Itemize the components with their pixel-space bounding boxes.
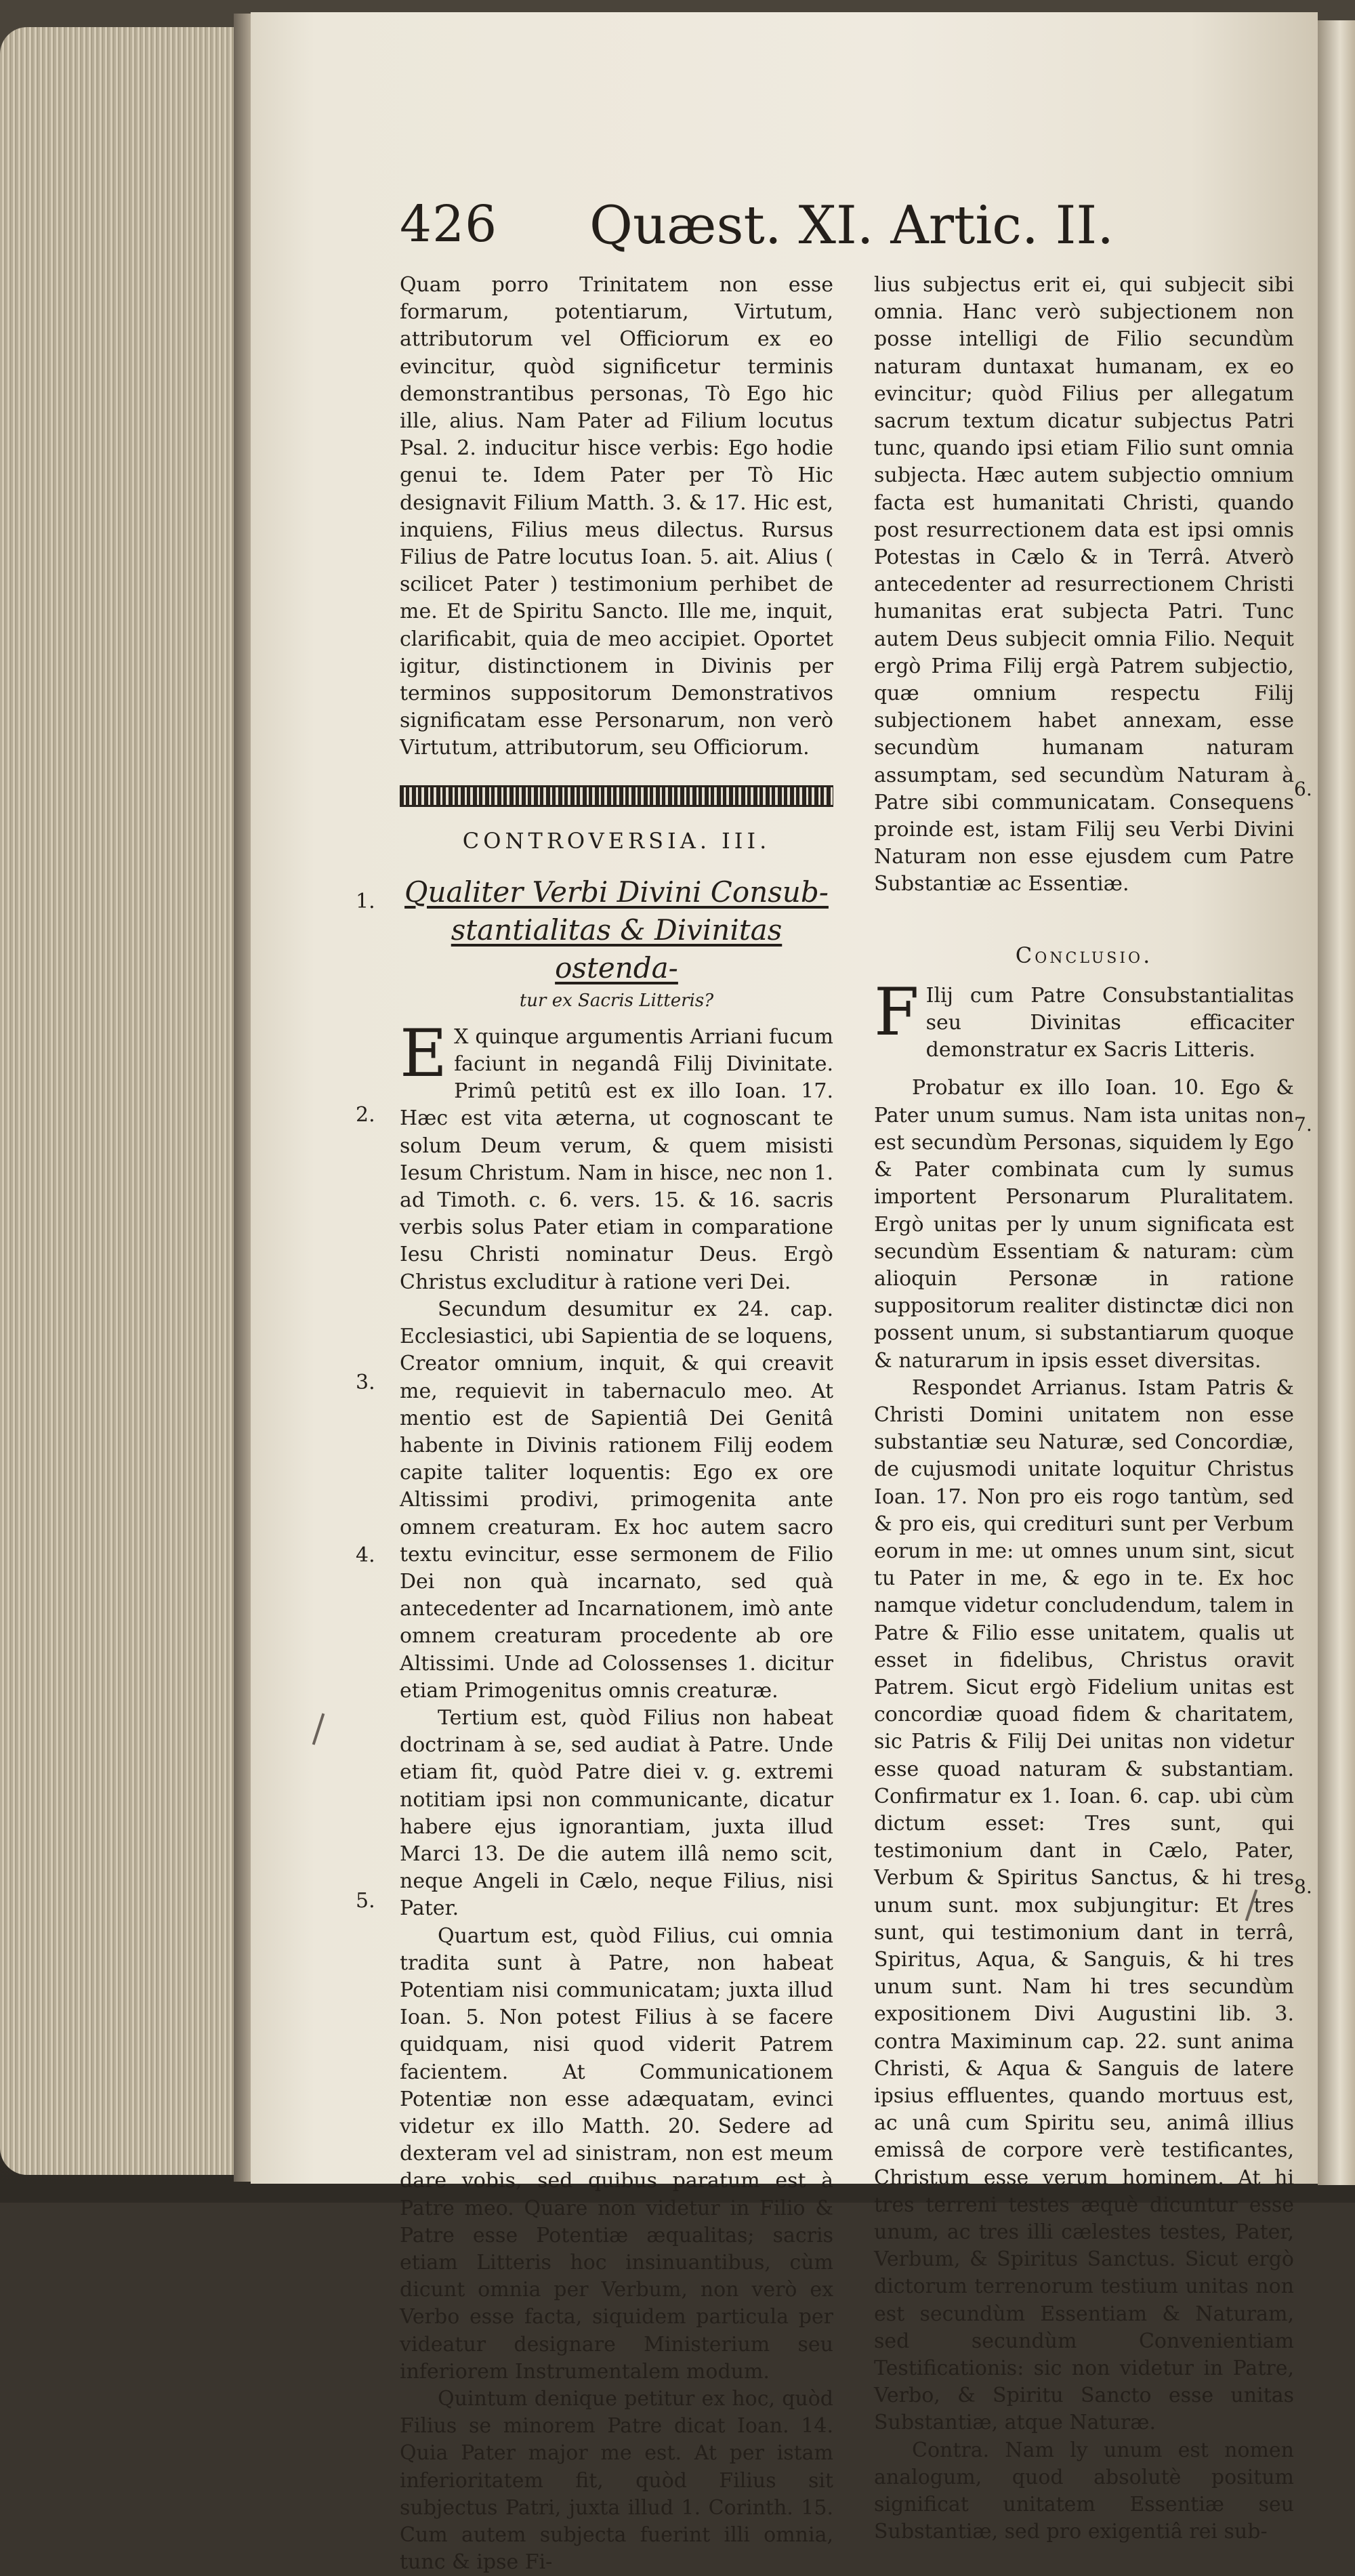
controversia-heading: Qualiter Verbi Divini Consub-: [404, 875, 829, 909]
conclusio-statement: [874, 974, 1294, 1064]
right-column: [874, 272, 1294, 2546]
page-stack-edge: [0, 27, 234, 2175]
book-page: [251, 12, 1318, 2575]
margin-number-2: 2.: [356, 1103, 375, 1127]
controversia-heading-line3: tur ex Sacris Litteris?: [519, 990, 714, 1011]
margin-number-8: 8.: [1294, 1875, 1312, 1898]
margin-number-1: 1.: [356, 890, 375, 913]
argument-1-text: X quinque argumentis Arriani fucum faciunt in negandâ Filij Divinitate. Primû petitû est ex illo Ioan. 17. Hæc est vita æterna, ut cognoscant te solum Deum verum, & quem misisti Iesum Christum. Nam in hisce, nec non 1. ad Timoth. c. 6. vers. 15. & 16. sacris verbis solus Pater etiam in comparatione Iesu Christi nominatur Deus. Ergò Christus excluditur à ratione veri Dei.: [400, 1024, 833, 1294]
running-head: [400, 195, 1294, 263]
argument-2: Secundum desumitur ex 24. cap. Ecclesiastici, ubi Sapientia de se loquens, Creator omnium, inquit, & qui creavit me, requievit in tabernaculo meo. At mentio est de Sapientiâ Dei Genitâ habente in Divinis rationem Filij eodem capite taliter loquentis: Ego ex ore Altissimi prodivi, primogenita ante omnem creaturam. Ex hoc autem sacro textu evincitur, esse sermonem de Filio Dei non quà incarnato, sed quà antecedenter ad Incarnationem, imò ante omnem creaturam procedente ab ore Altissimi. Unde ad Colossenses 1. dicitur etiam Primogenitus omnis creaturæ.: [400, 1297, 833, 1703]
ornament-divider: [400, 785, 833, 807]
conclusio-text: Ilij cum Patre Consubstantialitas seu Divinitas efficaciter demonstratur ex Sacris Litteris.: [925, 983, 1294, 1062]
argument-5: Quintum denique petitur ex hoc, quòd Filius se minorem Patre dicat Ioan. 14. Quia Pater major me est. At per istam inferioritatem fit, quòd Filius sit subjectus Patri, juxta illud 1. Corinth. 15. Cum autem subjecta fuerint illi omnia, tunc & ipse Fi-: [400, 2387, 833, 2575]
proof-paragraph: Probatur ex illo Ioan. 10. Ego & Pater unum sumus. Nam ista unitas non est secundùm Personas, siquidem ly Ego & Pater combinata cum ly sumus importent Personarum Pluralitatem. Ergò unitas per ly unum significata est secundùm Essentiam & naturam: cùm alioquin Personæ in ratione suppositorum realiter distinctæ dici non possent unum, si substantiarum quoque & naturarum in ipsis esset diversitas.: [874, 1076, 1294, 1373]
margin-number-4: 4.: [356, 1543, 375, 1567]
argument-3: Tertium est, quòd Filius non habeat doctrinam à se, sed audiat à Patre. Unde etiam fit, quòd Patre diei v. g. extremi notitiam ipsi non communicante, dicatur habere ejus ignorantiam, juxta illud Marci 13. De die autem illâ nemo scit, neque Angeli in Cælo, neque Filius, nisi Pater.: [400, 1705, 833, 1921]
margin-number-6: 6.: [1294, 778, 1312, 800]
page-title: Quæst. XI. Artic. II.: [589, 195, 1114, 256]
margin-number-5: 5.: [356, 1889, 375, 1913]
intro-paragraph: Quam porro Trinitatem non esse formarum, potentiarum, Virtutum, attributorum vel Officiorum ex eo evincitur, quòd significetur terminis demonstrantibus personas, Tò Ego hic ille, alius. Nam Pater ad Filium locutus Psal. 2. inducitur hisce verbis: Ego hodie genui te. Idem Pater per Tò Hic designavit Filium Matth. 3. & 17. Hic est, inquiens, Filius meus dilectus. Rursus Filius de Patre locutus Ioan. 5. ait. Alius ( scilicet Pater ) testimonium perhibet de me. Et de Spiritu Sancto. Ille me, inquit, clarificabit, quia de meo accipiet. Oportet igitur, distinctionem in Divinis per terminos suppositorum Demonstrativos significatam esse Personarum, non verò Virtutum, attributorum, seu Officiorum.: [400, 273, 833, 760]
conclusio-label: Conclusio.: [1015, 942, 1153, 968]
pencil-mark: [312, 1713, 325, 1745]
controversia-label: CONTROVERSIA. III.: [462, 827, 771, 854]
objection-continuation: lius subjectus erit ei, qui subjecit sibi omnia. Hanc verò subjectionem non posse intelligi de Filio secundùm naturam duntaxat humanam, ex eo evincitur; quòd Filius per allegatum sacrum textum dicatur subjectus Patri tunc, quando ipsi etiam Filio sunt omnia subjecta. Hæc autem subjectio omnium facta est humanitati Christi, quando post resurrectionem data est ipsi omnis Potestas in Cælo & in Terrâ. Atverò antecedenter ad resurrectionem Christi humanitas erat subjecta Patri. Tunc autem Deus subjecit omnia Filio. Nequit ergò Prima Filij ergà Patrem subjectio, quæ omnium respectu Filij subjectionem habet annexam, esse secundùm humanam naturam assumptam, sed secundùm Naturam à Patre sibi communicatam. Consequens proinde est, istam Filij seu Verbi Divini Naturam non esse ejusdem cum Patre Substantiæ ac Essentiæ.: [874, 273, 1294, 896]
drop-cap: F: [874, 974, 919, 1050]
contra-paragraph: Contra. Nam ly unum est nomen analogum, quod absolutè positum significat unitatem Essentiæ seu Substantiæ, sed pro exigentiâ rei sub-: [874, 2438, 1294, 2544]
next-page-edge: [1318, 20, 1355, 2185]
response-paragraph: Respondet Arrianus. Istam Patris & Christi Domini unitatem non esse substantiæ seu Naturæ, sed Concordiæ, de cujusmodi unitate loquitur Christus Ioan. 17. Non pro eis rogo tantùm, sed & pro eis, qui credituri sunt per Verbum eorum in me: ut omnes unum sint, sicut tu Pater in me, & ego in te. Ex hoc namque videtur concludendum, talem in Patre & Filio esse unitatem, qualis ut esset in fidelibus, Christus oravit Patrem. Sicut ergò Fidelium unitas est concordiæ quoad fidem & charitatem, sic Patris & Filij Dei unitas non videtur esse quoad naturam & substantiam. Confirmatur ex 1. Ioan. 6. cap. ubi cùm dictum esset: Tres sunt, qui testimonium dant in Cælo, Pater, Verbum & Spiritus Sanctus, & hi tres unum sunt. mox subjungitur: Et tres sunt, qui testimonium dant in terrâ, Spiritus, Aqua, & Sanguis, & hi tres unum sunt. Nam hi tres secundùm expositionem Divi Augustini lib. 3. contra Maximinum cap. 22. sunt anima Christi, & Aqua & Sanguis de latere ipsius effluentes, quando mortuus est, ac unâ cum Spiritu seu, animâ illius emissâ de corpore verè testificantes, Christum esse verum hominem. At hi tres terreni testes æquè dicuntur esse unum, ac tres illi cælestes testes, Pater, Verbum, & Spiritus Sanctus. Sicut ergò dictorum terrenorum testium unitas non est secundùm Essentiam & Naturam, sed secundùm Convenientiam Testificationis: sic non videtur in Patre, Verbo, & Spiritu Sancto esse unitas Substantiæ, atque Naturæ.: [874, 1375, 1294, 2435]
argument-1: [400, 1015, 833, 1296]
argument-4: Quartum est, quòd Filius, cui omnia tradita sunt à Patre, non habeat Potentiam nisi communicatam; juxta illud Ioan. 5. Non potest Filius à se facere quidquam, nisi quod viderit Patrem facientem. At Communicationem Potentiæ non esse adæquatam, evinci videtur ex illo Matth. 20. Sedere ad dexteram vel ad sinistram, non est meum dare vobis, sed quibus paratum est à Patre meo. Quare non videtur in Filio & Patre esse Potentiæ æqualitas; sacris etiam Litteris hoc insinuantibus, cùm dicunt omnia per Verbum, non verò ex Verbo esse facta, siquidem particula per videatur designare Ministerium seu inferiorem Instrumentalem modum.: [400, 1924, 833, 2384]
page-number: 426: [400, 195, 498, 253]
margin-number-7: 7.: [1294, 1113, 1312, 1136]
margin-number-3: 3.: [356, 1371, 375, 1394]
drop-cap: E: [400, 1015, 448, 1092]
left-column: [400, 272, 833, 2576]
controversia-heading-line2: stantialitas & Divinitas ostenda-: [451, 913, 783, 984]
